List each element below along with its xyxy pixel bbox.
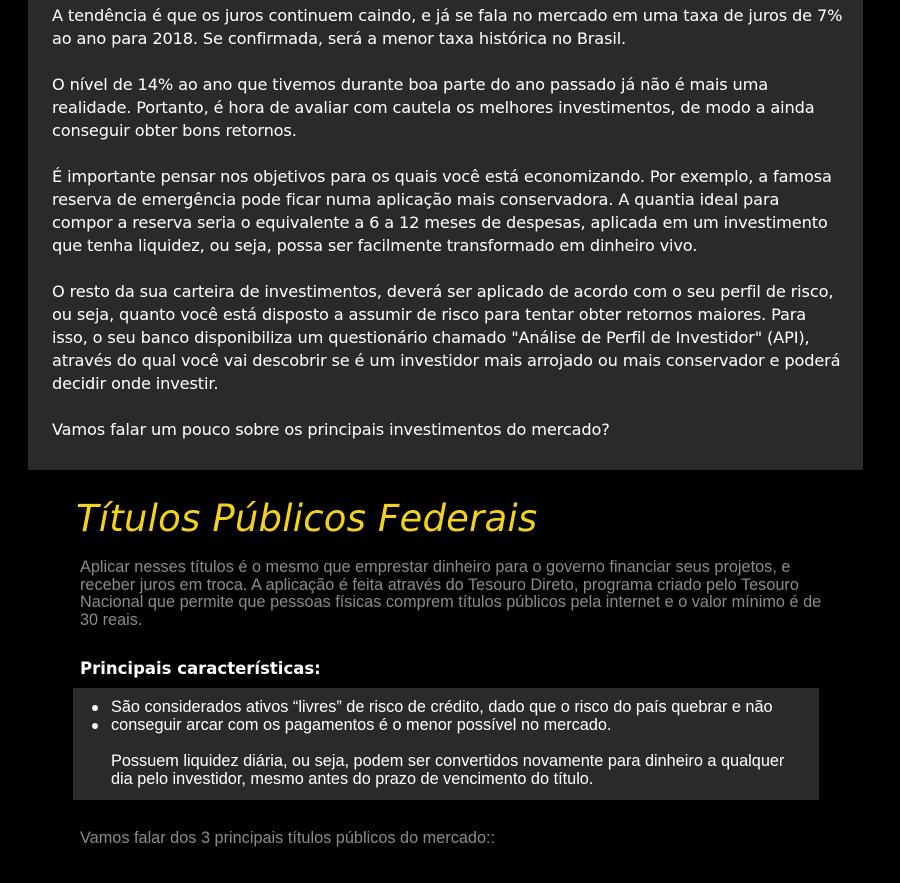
intro-panel — [28, 0, 863, 470]
intro-paragraph-vamos-falar: Vamos falar um pouco sobre os principais investimentos do mercado? — [52, 420, 610, 439]
list-item — [111, 734, 805, 788]
section-description: Aplicar nesses títulos é o mesmo que emprestar dinheiro para o governo financiar seus projetos, e receber juros em troca. A aplicação é feita através do Tesouro Direto, programa criado pelo Tesouro Nacional que permite que pessoas físicas comprem títulos públicos pela internet e o valor mínimo é de 30 reais. — [80, 558, 822, 629]
list-item — [111, 698, 805, 734]
bullet-icon — [92, 705, 98, 711]
intro-paragraph-juros: A tendência é que os juros continuem caindo, e já se fala no mercado em uma taxa de juros de 7% ao ano para 2018. Se confirmada, será a menor taxa histórica no Brasil. — [52, 6, 843, 48]
intro-paragraph-carteira: O resto da sua carteira de investimentos, deverá ser aplicado de acordo com o seu perfil de risco, ou seja, quanto você está disposto a assumir de risco para tentar obter retornos maiores. Para isso, o seu banco disponibiliza um questionário chamado "Análise de Perfil de Investidor" (API), através do qual você vai descobrir se é um investidor mais arrojado ou mais conservador e poderá decidir onde investir. — [52, 282, 841, 393]
features-list — [73, 688, 819, 800]
feature-text-risco: São considerados ativos “livres” de risco de crédito, dado que o risco do país quebrar e não conseguir arcar com os pagamentos é o menor possível no mercado. — [111, 698, 773, 734]
bullet-icon — [92, 723, 98, 729]
intro-paragraph-nivel: O nível de 14% ao ano que tivemos durante boa parte do ano passado já não é mais uma realidade. Portanto, é hora de avaliar com cautela os melhores investimentos, de modo a ainda conseguir obter bons retornos. — [52, 75, 815, 140]
feature-text-liquidez: Possuem liquidez diária, ou seja, podem ser convertidos novamente para dinheiro a qualquer dia pelo investidor, mesmo antes do prazo de vencimento do título. — [111, 752, 785, 788]
closing-text: Vamos falar dos 3 principais títulos públicos do mercado:: — [80, 829, 496, 847]
intro-paragraph-objetivos: É importante pensar nos objetivos para os quais você está economizando. Por exemplo, a famosa reserva de emergência pode ficar numa aplicação mais conservadora. A quantia ideal para compor a reserva seria o equivalente a 6 a 12 meses de despesas, aplicada em um investimento que tenha liquidez, ou seja, possa ser facilmente transformado em dinheiro vivo. — [52, 167, 832, 255]
features-heading: Principais características: — [80, 659, 321, 678]
section-title: Títulos Públicos Federais — [76, 497, 538, 540]
